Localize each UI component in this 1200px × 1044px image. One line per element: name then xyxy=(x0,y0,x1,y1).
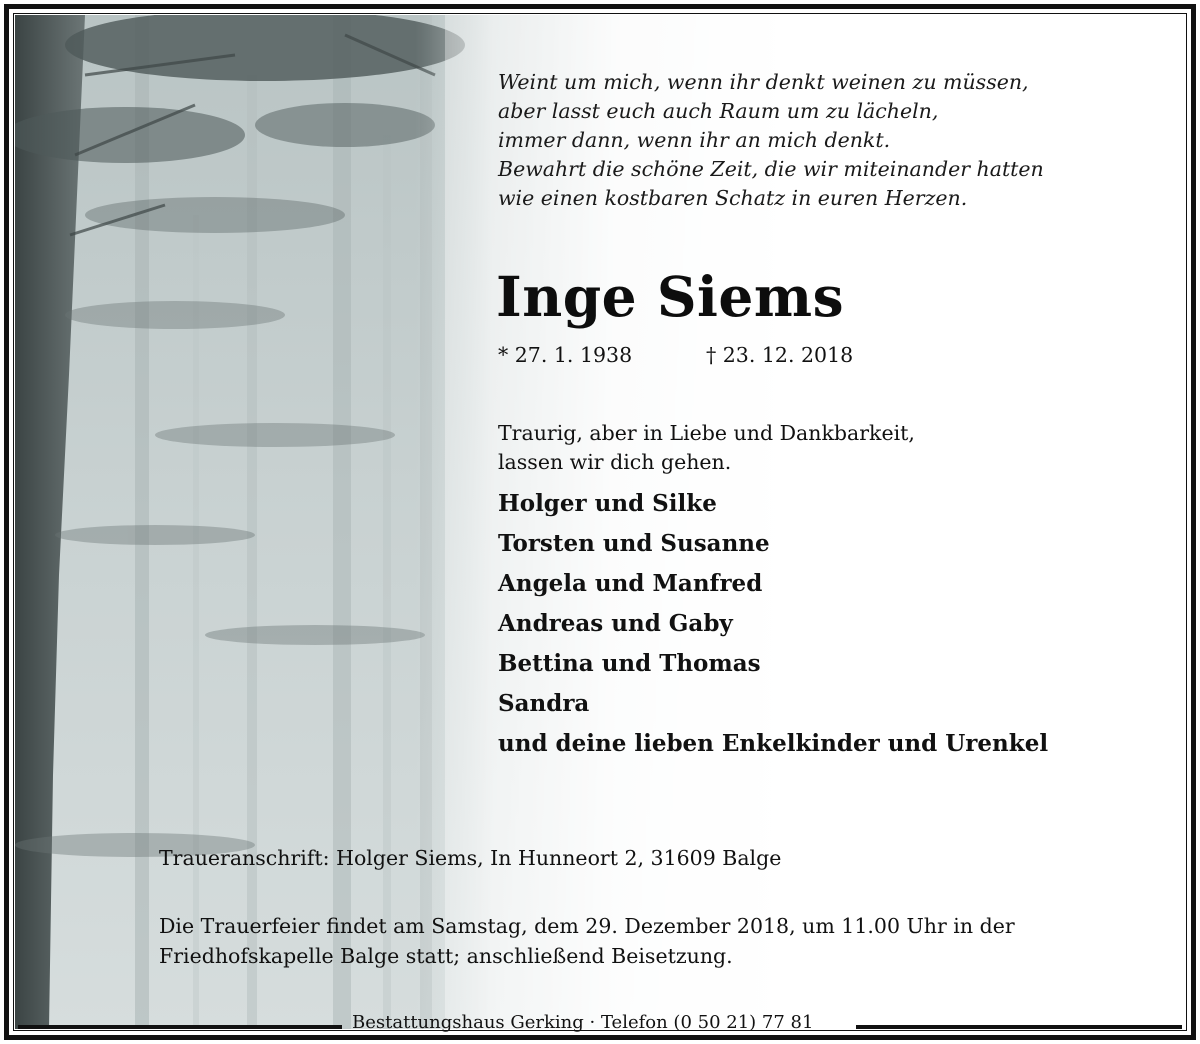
mourner-item: Holger und Silke xyxy=(498,490,717,517)
mourner-item: und deine lieben Enkelkinder und Urenkel xyxy=(498,730,1049,757)
birth-date: * 27. 1. 1938 xyxy=(498,343,633,367)
mourner-item: Andreas und Gaby xyxy=(498,610,733,637)
mourner-item: Angela und Manfred xyxy=(498,570,763,597)
funeral-ceremony-info xyxy=(159,911,1015,971)
ceremony-line: Friedhofskapelle Balge statt; anschließend Beisetzung. xyxy=(159,944,733,968)
poem-line: immer dann, wenn ihr an mich denkt. xyxy=(498,128,891,152)
footer xyxy=(0,1008,1200,1036)
sorrow-line: Traurig, aber in Liebe und Dankbarkeit, xyxy=(498,421,915,445)
sorrow-message xyxy=(498,419,915,477)
funeral-home-imprint: Bestattungshaus Gerking · Telefon (0 50 21) 77 81 xyxy=(352,1012,814,1033)
footer-rule-right xyxy=(856,1025,1182,1029)
life-dates xyxy=(498,341,854,369)
death-date: † 23. 12. 2018 xyxy=(706,343,854,367)
sorrow-line: lassen wir dich gehen. xyxy=(498,450,732,474)
mourner-item: Torsten und Susanne xyxy=(498,530,770,557)
mourner-item: Bettina und Thomas xyxy=(498,650,761,677)
deceased-name: Inge Siems xyxy=(496,264,845,329)
poem-line: Weint um mich, wenn ihr denkt weinen zu müssen, xyxy=(498,70,1029,94)
mourning-address: Traueranschrift: Holger Siems, In Hunneort 2, 31609 Balge xyxy=(159,846,782,870)
poem-line: Bewahrt die schöne Zeit, die wir miteinander hatten xyxy=(498,157,1044,181)
poem-line: aber lasst euch auch Raum um zu lächeln, xyxy=(498,99,939,123)
mourners-list xyxy=(498,484,1048,764)
mourner-item: Sandra xyxy=(498,690,590,717)
memorial-poem xyxy=(498,68,1178,213)
poem-line: wie einen kostbaren Schatz in euren Herzen. xyxy=(498,186,968,210)
ceremony-line: Die Trauerfeier findet am Samstag, dem 29. Dezember 2018, um 11.00 Uhr in der xyxy=(159,914,1015,938)
footer-rule-left xyxy=(18,1025,342,1029)
